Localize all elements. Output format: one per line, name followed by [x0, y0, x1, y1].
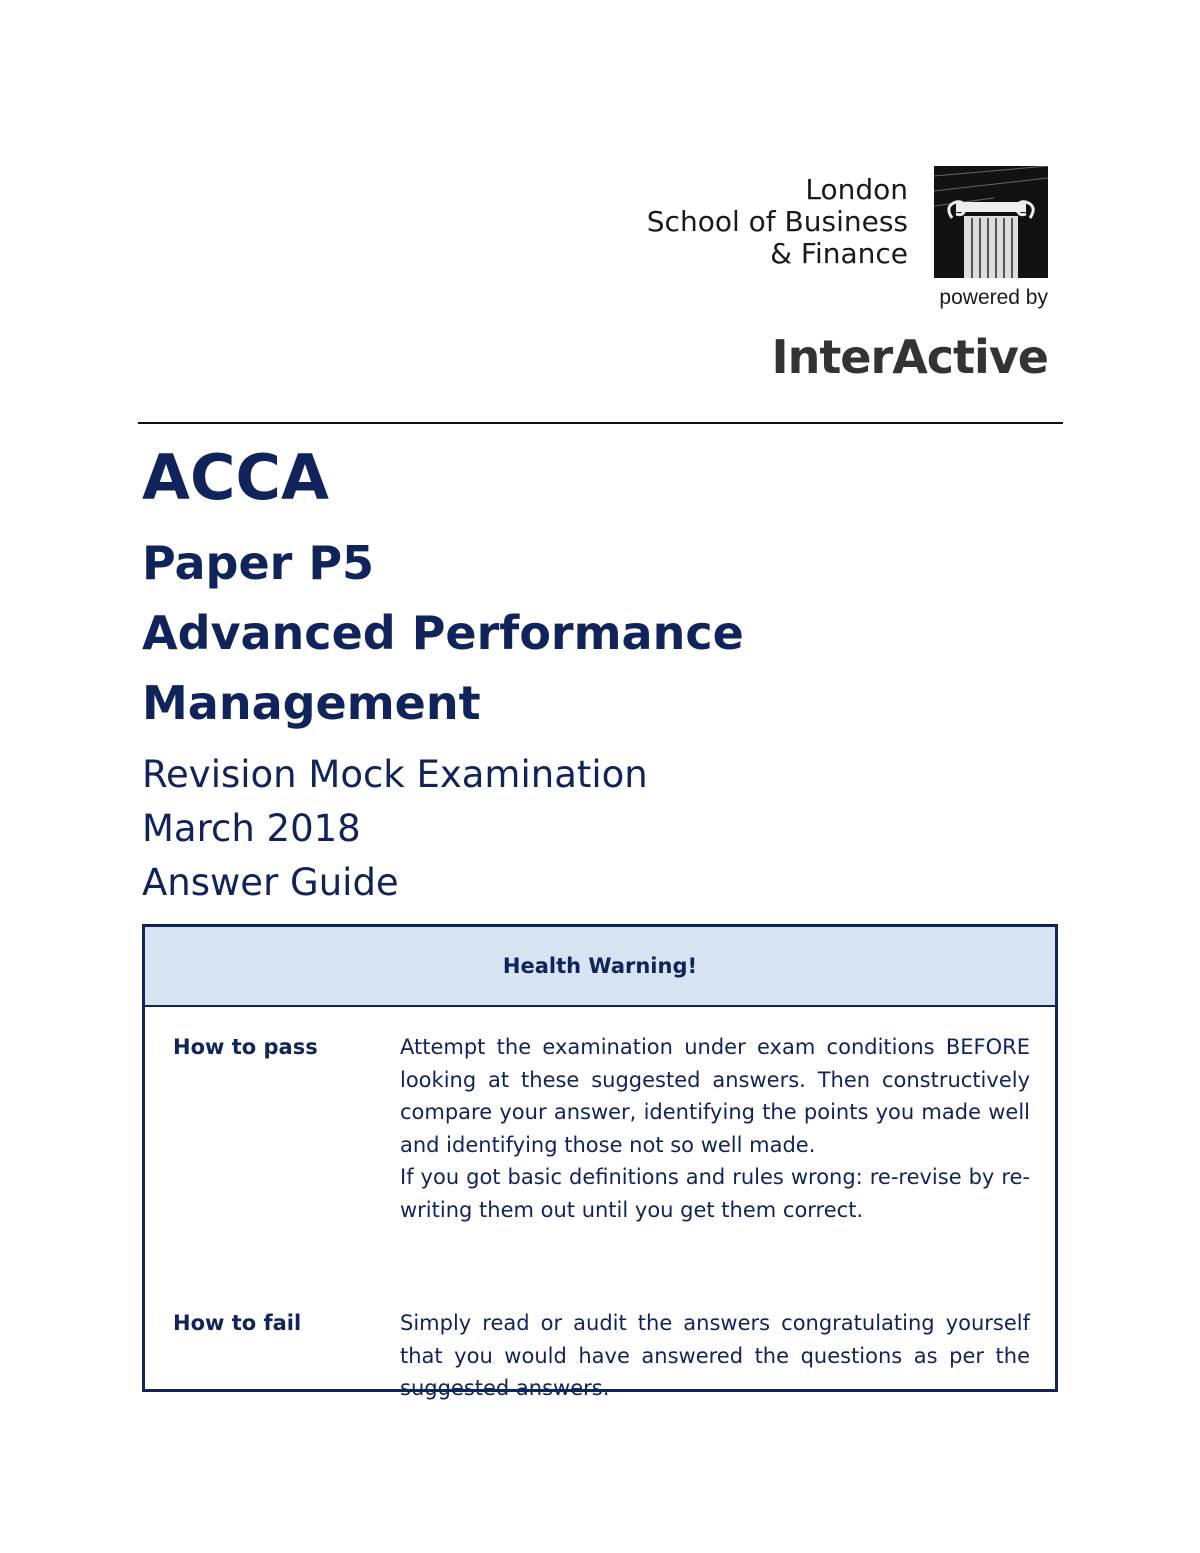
subject-title-line1: Advanced Performance	[142, 606, 744, 660]
powered-by: powered by	[939, 286, 1048, 309]
header-divider	[138, 422, 1063, 424]
pillar-graphic	[934, 166, 1048, 278]
how-to-fail-text: Simply read or audit the answers congratulating yourself that you would have answered the questions as per the suggested answers.	[400, 1311, 1030, 1400]
exam-date: March 2018	[142, 807, 361, 850]
how-to-pass-text	[400, 1031, 1030, 1226]
answer-guide-label: Answer Guide	[142, 861, 399, 904]
subject-title-line2: Management	[142, 676, 481, 730]
how-to-fail-label: How to fail	[173, 1311, 302, 1335]
how-to-pass-paragraph: If you got basic definitions and rules wrong: re-revise by re-writing them out until you get them correct.	[400, 1165, 1030, 1222]
paper-title: Paper P5	[142, 536, 375, 590]
school-name-line: & Finance	[770, 237, 908, 270]
how-to-pass-label: How to pass	[173, 1035, 318, 1059]
pillar-logo-icon	[934, 166, 1048, 278]
how-to-pass-paragraph: Attempt the examination under exam conditions BEFORE looking at these suggested answers. Then constructively compare your answer, identifying the points you made well and identifying those not so well made.	[400, 1035, 1030, 1157]
school-name-line: London	[805, 173, 908, 206]
acca-title: ACCA	[142, 441, 329, 514]
health-warning-box	[142, 924, 1058, 1400]
school-name	[647, 174, 908, 270]
title-block	[142, 430, 744, 910]
health-warning-heading: Health Warning!	[145, 927, 1055, 1007]
how-to-pass-row	[145, 1031, 1055, 1271]
logo-block	[600, 160, 1060, 410]
interactive-logo-text: InterActive	[771, 330, 1048, 384]
doc-type: Revision Mock Examination	[142, 753, 648, 796]
school-name-line: School of Business	[646, 205, 908, 238]
interactive-logo	[771, 330, 1048, 384]
